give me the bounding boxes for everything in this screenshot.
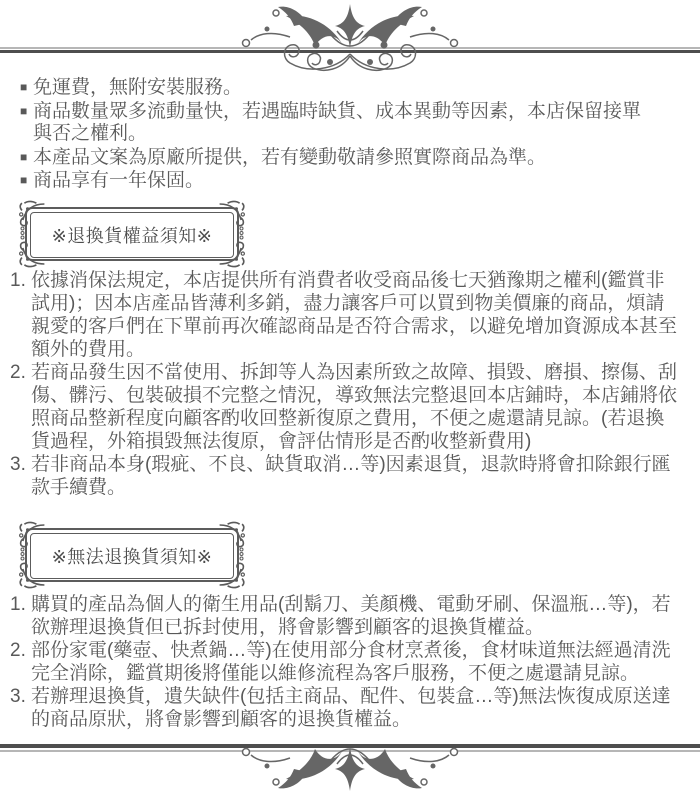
store-note-text: 本產品文案為原廠所提供，若有變動敬請參照實際商品為準。 [33,146,547,168]
item-number: 3. [10,454,26,475]
edge-dots-icon [19,220,26,246]
square-bullet-icon: ■ [20,149,28,164]
return-policy-section [10,269,680,499]
no-return-policy-item [10,593,680,639]
store-note-text: 商品享有一年保固。 [33,170,205,191]
no-return-policy-text: 若辦理退換貨，遺失缺件(包括主商品、配件、包裝盒…等)無法恢復成原送達的商品原狀，將會影響到顧客的退換貨權益。 [31,686,671,730]
edge-dots-icon [238,220,245,246]
store-note-item [20,146,656,170]
return-policy-title-box [25,207,239,261]
no-return-policy-text: 購買的產品為個人的衛生用品(刮鬍刀、美顏機、電動牙刷、保溫瓶…等)，若欲辦理退換貨但已拆封使用，將會影響到顧客的退換貨權益。 [31,594,671,638]
square-bullet-icon: ■ [20,173,28,187]
return-policy-item [10,269,680,361]
no-return-policy-item [10,639,680,685]
edge-dots-icon [238,541,245,567]
store-notes-section [20,76,656,193]
store-note-item [20,100,656,146]
item-number: 3. [10,686,26,707]
square-bullet-icon: ■ [20,103,28,118]
return-policy-title: ※退換貨權益須知※ [30,212,234,258]
return-policy-item [10,453,680,499]
no-return-policy-title: ※無法退換貨須知※ [30,533,234,579]
edge-dots-icon [19,541,26,567]
flourish-top-ornament-icon [234,2,466,76]
square-bullet-icon: ■ [20,80,28,94]
no-return-policy-text: 部份家電(藥壺、快煮鍋…等)在使用部分食材烹煮後，食材味道無法經過清洗完全消除，鑑賞期後將僅能以維修流程為客戶服務，不便之處還請見諒。 [31,640,671,684]
item-number: 1. [10,594,26,615]
return-policy-text: 若商品發生因不當使用、拆卸等人為因素所致之故障、損毀、磨損、擦傷、刮傷、髒污、包裝破損不完整之情況，導致無法完整退回本店鋪時，本店鋪將依照商品整新程度向顧客酌收回整新復原之費用，不便之處還請見諒。(若退換貨過程，外箱損毀無法復原，會評估情形是否酌收整新費用) [31,362,678,452]
flourish-bottom-ornament-icon [234,719,466,793]
return-policy-text: 若非商品本身(瑕疵、不良、缺貨取消…等)因素退貨，退款時將會扣除銀行匯款手續費。 [31,454,671,498]
store-note-text: 免運費，無附安裝服務。 [33,77,243,98]
store-note-item [20,76,656,100]
return-policy-text: 依據消保法規定，本店提供所有消費者收受商品後七天猶豫期之權利(鑑賞非試用)；因本店產品皆薄利多銷，盡力讓客戶可以買到物美價廉的商品，煩請親愛的客戶們在下單前再次確認商品是否符合需求，以避免增加資源成本甚至額外的費用。 [31,270,678,360]
return-policy-item [10,361,680,453]
no-return-policy-section [10,593,680,731]
store-note-item [20,169,656,193]
item-number: 2. [10,362,26,383]
item-number: 1. [10,270,26,291]
store-note-text: 商品數量眾多流動量快，若遇臨時缺貨、成本異動等因素，本店保留接單與否之權利。 [33,100,642,144]
item-number: 2. [10,640,26,661]
no-return-policy-title-box [25,528,239,582]
